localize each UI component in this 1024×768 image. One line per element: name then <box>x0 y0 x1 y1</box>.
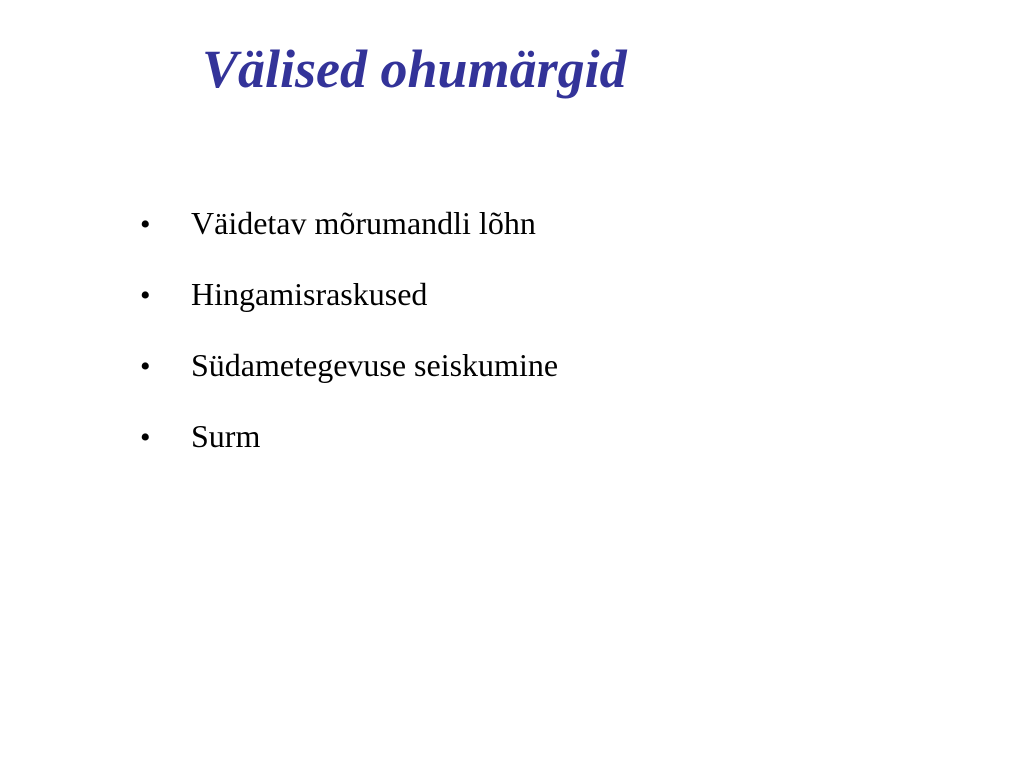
bullet-text: Surm <box>191 418 261 454</box>
bullet-text: Südametegevuse seiskumine <box>191 347 559 383</box>
bullet-item <box>140 413 558 484</box>
slide-title: Välised ohumärgid <box>202 39 627 99</box>
bullet-text: Hingamisraskused <box>191 276 428 312</box>
bullet-marker: • <box>140 421 151 454</box>
bullet-marker: • <box>140 208 151 241</box>
bullet-marker: • <box>140 350 151 383</box>
bullet-list <box>140 200 558 484</box>
bullet-item <box>140 200 558 271</box>
bullet-item <box>140 342 558 413</box>
bullet-item <box>140 271 558 342</box>
bullet-marker: • <box>140 279 151 312</box>
bullet-text: Väidetav mõrumandli lõhn <box>191 205 536 241</box>
